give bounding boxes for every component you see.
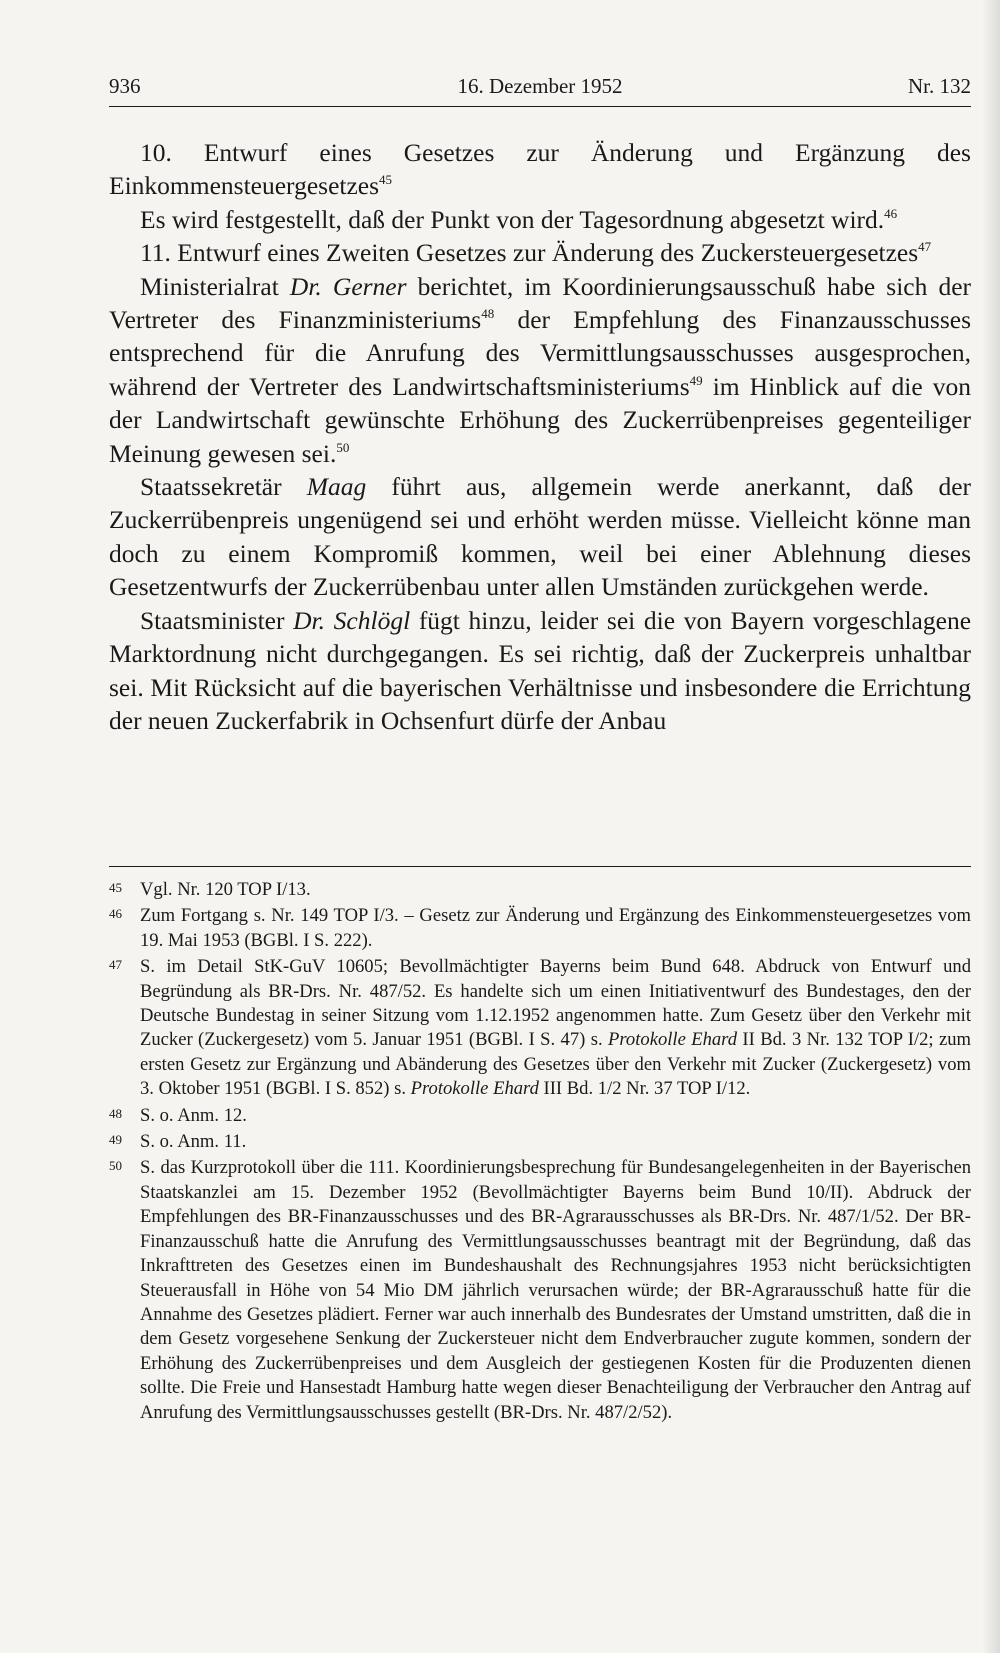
footnote-48: 48 S. o. Anm. 12. — [109, 1104, 247, 1126]
footnotes — [109, 878, 971, 1427]
footnote-49: 49 S. o. Anm. 11. — [109, 1131, 247, 1153]
footnote-ref: 45 — [379, 172, 393, 188]
paragraph-schloegl: Staatsminister Dr. Schlögl fügt hinzu, leider sei die von Bayern vorgeschlagene Marktordnung nicht durchgegangen. Es sei richtig, daß der Zuckerpreis unhaltbar sei. Mit Rücksicht auf die bayerischen Verhältnisse und insbesondere die Errichtung der neuen Zuckerfabrik in Ochsenfurt dürfe der Anbau — [109, 605, 972, 735]
footnote-ref: 48 — [481, 306, 495, 322]
footnote-ref: 47 — [918, 239, 932, 255]
header-rule — [109, 106, 971, 107]
footnote-ref: 46 — [884, 205, 898, 221]
footnote-47: 47 S. im Detail StK-GuV 10605; Bevollmächtigter Bayerns beim Bund 648. Abdruck von Entwurf und Begründung als BR-Drs. Nr. 487/52. Es handelte sich um einen Initiativentwurf des Bundestages, den der Deutsche Bundestag in seiner Sitzung vom 1.12.1952 angenommen hatte. Zum Gesetz über den Verkehr mit Zucker (Zuckergesetz) vom 5. Januar 1951 (BGBl. I S. 47) s. Protokolle Ehard II Bd. 3 Nr. 132 TOP I/2; zum ersten Gesetz zur Ergänzung und Abänderung des Gesetzes über den Verkehr mit Zucker (Zuckergesetz) vom 3. Oktober 1951 (BGBl. I S. 852) s. Protokolle Ehard III Bd. 1/2 Nr. 37 TOP I/12. — [109, 956, 971, 1100]
footnote-45: 45 Vgl. Nr. 120 TOP I/13. — [109, 879, 311, 900]
paragraph-maag: Staatssekretär Maag führt aus, allgemein werde anerkannt, daß der Zuckerrübenpreis ungenügend sei und erhöht werden müsse. Vielleicht könne man doch zu einem Kompromiß kommen, weil bei einer Ablehnung dieses Gesetzentwurfs der Zuckerrübenbau unter allen Umständen zurückgehen werde. — [109, 472, 971, 602]
page-edge-shadow — [982, 0, 1000, 1653]
paragraph-gerner: Ministerialrat Dr. Gerner berichtet, im Koordinierungsausschuß habe sich der Vertreter des Finanzministeriums$^{48}$ der Empfehlung des Finanzausschusses entsprechend für die Anrufung des Vermittlungsausschusses ausgesprochen, während der Vertreter des Landwirtschaftsministeriums$^{49}$ im Hinblick auf die von der Landwirtschaft gewünschte Erhöhung des Zuckerrübenpreises gegenteiliger Meinung gewesen sei.$^{50}$ — [109, 271, 972, 468]
page-number: 936 — [109, 74, 141, 98]
speaker-name: Maag — [306, 472, 367, 502]
paragraph-agenda-11: 11. Entwurf eines Zweiten Gesetzes zur Änderung des Zuckersteuergesetzes$^{47}$ — [140, 238, 932, 268]
paragraph-decision: Es wird festgestellt, daß der Punkt von der Tagesordnung abgesetzt wird.$^{46}$ — [140, 204, 898, 234]
header-issue-number: Nr. 132 — [908, 74, 971, 98]
speaker-name: Dr. Gerner — [289, 271, 407, 301]
footnote-ref: 50 — [336, 439, 350, 455]
running-header — [109, 74, 971, 104]
footnote-46: 46 Zum Fortgang s. Nr. 149 TOP I/3. – Gesetz zur Änderung und Ergänzung des Einkommensteuergesetzes vom 19. Mai 1953 (BGBl. I S. 222). — [109, 905, 971, 951]
header-date: 16. Dezember 1952 — [457, 74, 623, 98]
speaker-name: Dr. Schlögl — [293, 605, 411, 635]
footnote-rule — [109, 866, 971, 867]
footnote-50: 50 S. das Kurzprotokoll über die 111. Koordinierungsbesprechung für Bundesangelegenheiten in der Bayerischen Staatskanzlei am 15. Dezember 1952 (Bevollmächtigter Bayerns beim Bund 10/II). Abdruck der Empfehlungen des BR-Finanzausschusses und des BR-Agrarausschusses als BR-Drs. Nr. 487/1/52. Der BR-Finanzausschuß hatte die Anrufung des Vermittlungsausschusses beantragt mit der Begründung, daß das Inkrafttreten des Gesetzes einen im Bundeshaushalt des Rechnungsjahres 1953 nicht berücksichtigten Steuerausfall in Höhe von 54 Mio DM jährlich verursachen würde; der BR-Agrarausschuß hatte für die Annahme des Gesetzes plädiert. Ferner war auch innerhalb des Bundesrates der Umstand umstritten, daß die in dem Gesetz vorgesehene Senkung der Zuckersteuer nicht dem Endverbraucher zugute kommen, sondern der Erhöhung des Zuckerrübenpreises und dem Ausgleich der gestiegenen Kosten für die Produzenten dienen sollte. Die Freie und Hansestadt Hamburg hatte wegen dieser Benachteiligung der Verbraucher den Antrag auf Anrufung des Vermittlungsausschusses gestellt (BR-Drs. Nr. 487/2/52). — [109, 1157, 971, 1423]
main-text — [109, 136, 971, 737]
paragraph-agenda-10: 10. Entwurf eines Gesetzes zur Änderung und Ergänzung des Einkommensteuergesetzes$^{45}$ — [109, 138, 971, 201]
footnote-ref: 49 — [689, 372, 703, 388]
